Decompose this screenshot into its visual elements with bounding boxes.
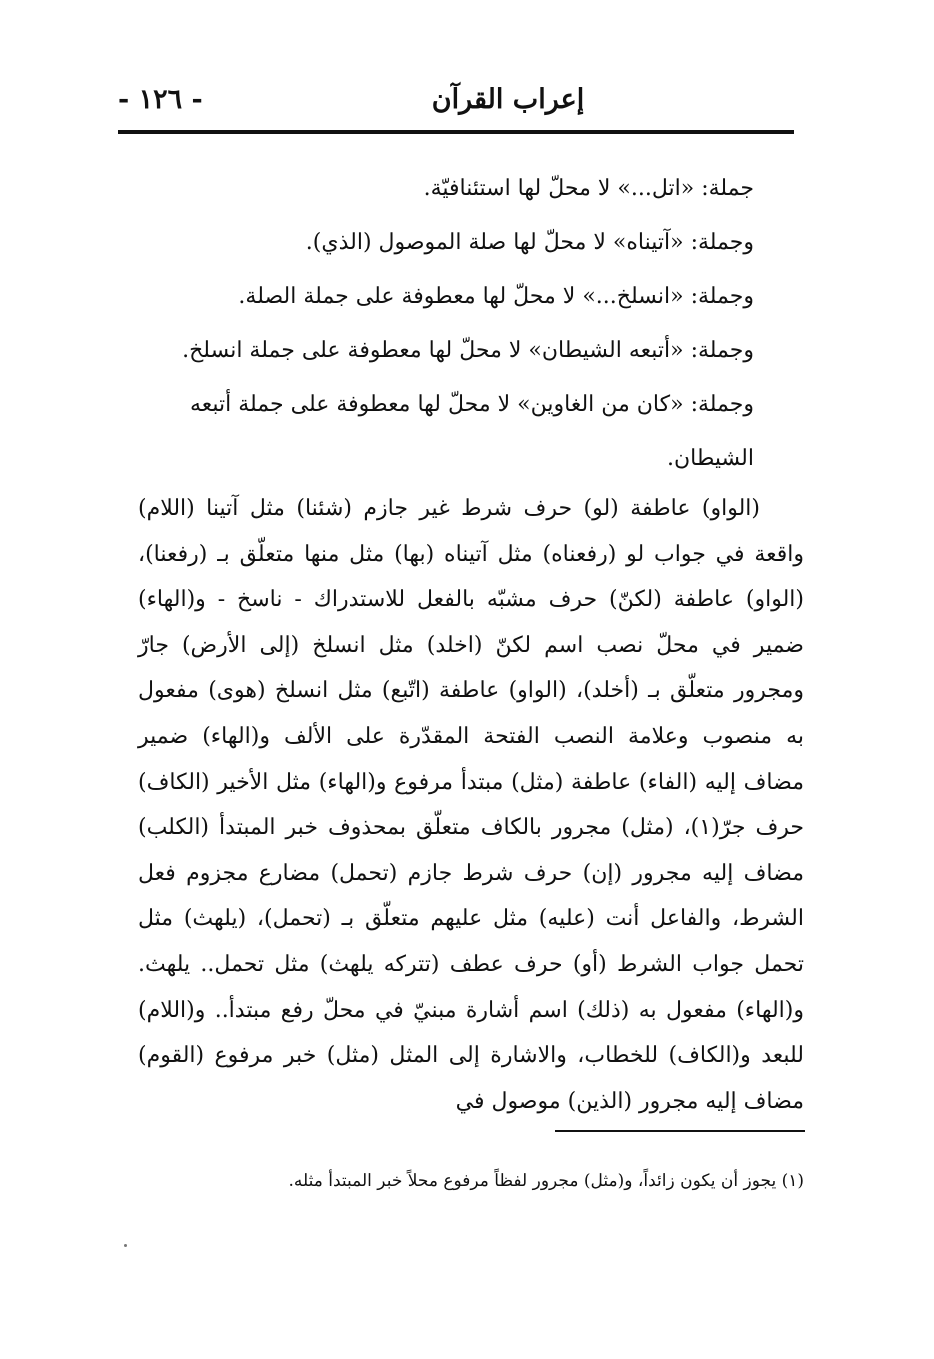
page-header bbox=[118, 82, 794, 126]
footnote: (١) يجوز أن يكون زائداً، و(مثل) مجرور لفظاً مرفوع محلاً خبر المبتدأ مثله. bbox=[288, 1171, 804, 1191]
analysis-paragraph: (الواو) عاطفة (لو) حرف شرط غير جازم (شئنا) مثل آتينا (اللام) واقعة في جواب لو (رفعناه) مثل آتيناه (بها) مثل منها متعلّق بـ (رفعنا)، (الواو) عاطفة (لكنّ) حرف مشبّه بالفعل للاستدراك - ناسخ - و(الهاء) ضمير في محلّ نصب اسم لكنّ (اخلد) مثل انسلخ (إلى الأرض) جارّ ومجرور متعلّق بـ (أخلد)، (الواو) عاطفة (اتّبع) مثل انسلخ (هوى) مفعول به منصوب وعلامة النصب الفتحة المقدّرة على الألف و(الهاء) ضمير مضاف إليه (الفاء) عاطفة (مثل) مبتدأ مرفوع و(الهاء) مثل الأخير (الكاف) حرف جرّ(١)، (مثل) مجرور بالكاف متعلّق بمحذوف خبر المبتدأ (الكلب) مضاف إليه مجرور (إن) حرف شرط جازم (تحمل) مضارع مجزوم فعل الشرط، والفاعل أنت (عليه) مثل عليهم متعلّق بـ (تحمل)، (يلهث) مثل تحمل جواب الشرط (أو) حرف عطف (تتركه يلهث) مثل تحمل.. يلهث. و(الهاء) مفعول به (ذلك) اسم أشارة مبنيّ في محلّ رفع مبتدأ.. و(اللام) للبعد و(الكاف) للخطاب، والاشارة إلى المثل (مثل) خبر مرفوع (القوم) مضاف إليه مجرور (الذين) موصول في bbox=[138, 496, 805, 1114]
sentence-list bbox=[138, 162, 794, 486]
sentence-item: وجملة: «آتيناه» لا محلّ لها صلة الموصول (الذي). bbox=[305, 230, 754, 255]
header-rule bbox=[118, 130, 794, 134]
sentence-item: جملة: «اتل...» لا محلّ لها استئنافيّة. bbox=[423, 176, 754, 201]
book-title: إعراب القرآن bbox=[431, 84, 585, 115]
page-number: - ١٢٦ - bbox=[118, 84, 203, 115]
sentence-item: وجملة: «كان من الغاوين» لا محلّ لها معطوفة على جملة أتبعه الشيطان. bbox=[189, 392, 754, 471]
scan-speck bbox=[124, 1244, 127, 1247]
sentence-item: وجملة: «أتبعه الشيطان» لا محلّ لها معطوفة على جملة انسلخ. bbox=[182, 338, 754, 363]
footnote-rule bbox=[555, 1130, 805, 1132]
sentence-item: وجملة: «انسلخ...» لا محلّ لها معطوفة على جملة الصلة. bbox=[238, 284, 754, 309]
